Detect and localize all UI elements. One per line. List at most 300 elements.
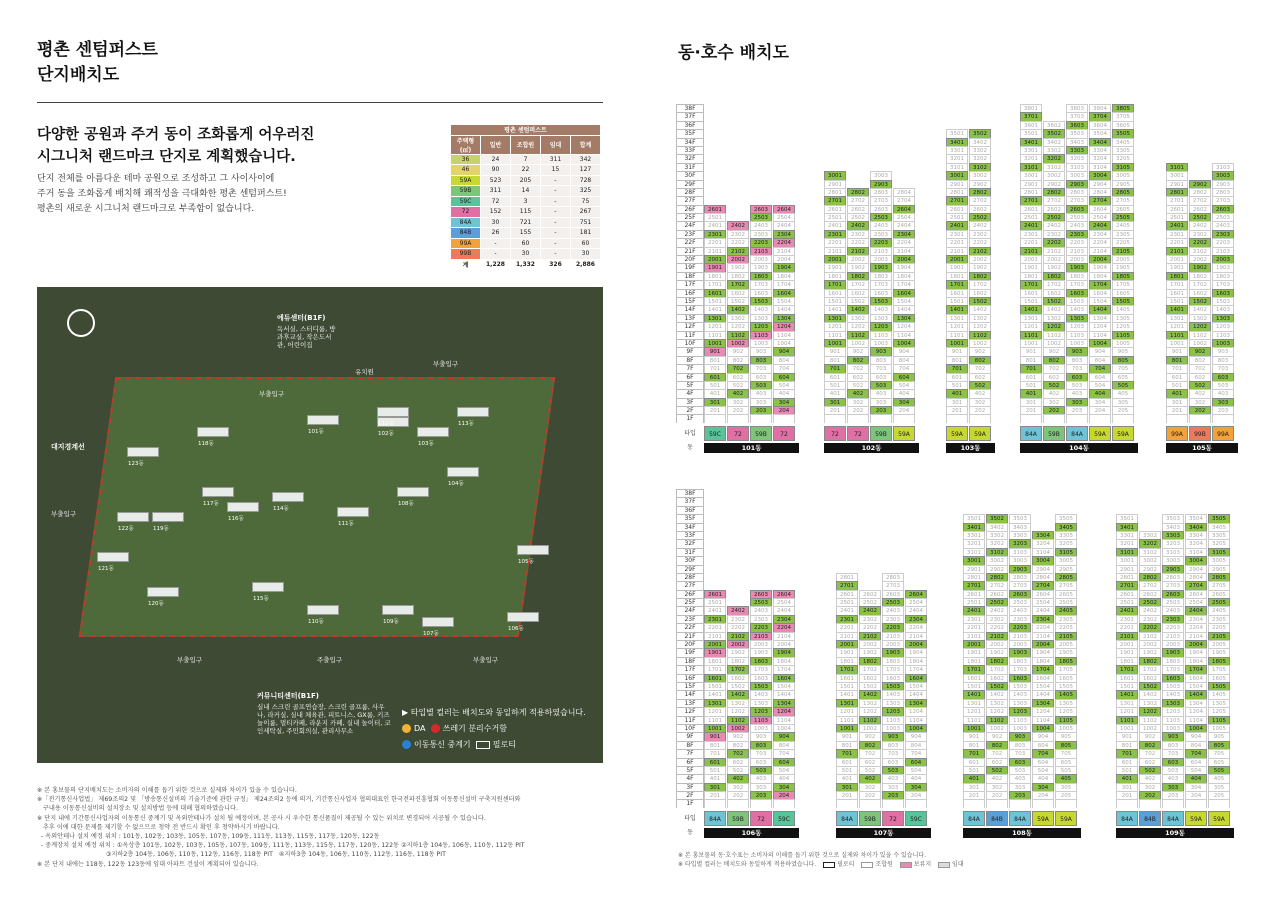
unit-cell: 3405 — [1112, 138, 1134, 146]
unit-cell: 202 — [1043, 406, 1065, 414]
legend-da: DA — [414, 724, 426, 733]
unit-cell: 405 — [1112, 389, 1134, 397]
unit-cell — [750, 414, 772, 422]
unit-cell: 702 — [969, 364, 991, 372]
unit-cell: 2303 — [1066, 230, 1088, 238]
floor-label: 29F — [676, 565, 704, 573]
unit-cell: 602 — [1043, 373, 1065, 381]
unit-cell: 2001 — [824, 255, 846, 263]
unit-cell: 1702 — [727, 665, 749, 673]
unit-cell: 2201 — [1020, 238, 1042, 246]
unit-cell — [1032, 799, 1054, 807]
floor-label: 28F — [676, 573, 704, 581]
unit-cell: 1202 — [986, 707, 1008, 715]
unit-cell: 1901 — [836, 648, 858, 656]
unit-cell: 2205 — [1112, 238, 1134, 246]
table-cell: 72 — [481, 196, 511, 207]
unit-cell: 1902 — [847, 263, 869, 271]
unit-cell: 404 — [1185, 774, 1207, 782]
unit-cell: 1802 — [1189, 272, 1211, 280]
unit-cell: 1102 — [859, 716, 881, 724]
unit-cell: 1903 — [1066, 263, 1088, 271]
unit-cell: 3805 — [1112, 104, 1134, 112]
unit-cell: 1104 — [893, 331, 915, 339]
building-label: 108동 — [398, 501, 414, 507]
unit-cell: 1301 — [1166, 314, 1188, 322]
building-name: 105동 — [1166, 443, 1238, 453]
floor-label: 30F — [676, 171, 704, 179]
floor-label: 34F — [676, 523, 704, 531]
unit-cell: 2003 — [750, 255, 772, 263]
unit-cell: 1801 — [704, 272, 726, 280]
floor-label: 14F — [676, 305, 704, 313]
unit-cell: 2602 — [1189, 205, 1211, 213]
unit-cell: 2303 — [750, 230, 772, 238]
note-line: ※ 단지 내에 기간통신사업자의 이동통신 중계기 및 옥외안테나가 설치 될 예정이며, 본 공사 시 우수한 통신품질이 제공될 수 있는 위치로 변경되어 시공될 수 있습니다. — [37, 814, 486, 822]
unit-cell: 3401 — [1020, 138, 1042, 146]
unit-cell: 2801 — [1020, 188, 1042, 196]
unit-cell: 801 — [1020, 356, 1042, 364]
unit-cell: 2402 — [727, 221, 749, 229]
unit-cell: 1502 — [1139, 682, 1161, 690]
unit-cell: 1601 — [836, 674, 858, 682]
unit-cell: 2702 — [1043, 196, 1065, 204]
unit-cell: 2804 — [1185, 573, 1207, 581]
table-header: 임대 — [541, 135, 571, 154]
legend-trash: 쓰레기 분리수거함 — [442, 724, 507, 733]
unit-cell: 2103 — [1066, 247, 1088, 255]
unit-cell: 403 — [750, 389, 772, 397]
unit-cell: 2901 — [946, 180, 968, 188]
unit-type: 36 — [451, 154, 481, 165]
unit-cell: 1202 — [859, 707, 881, 715]
unit-cell: 401 — [824, 389, 846, 397]
kindergarten-label: 유치원 — [355, 368, 374, 376]
unit-cell: 701 — [704, 364, 726, 372]
unit-cell: 2304 — [1185, 615, 1207, 623]
unit-cell: 2504 — [893, 213, 915, 221]
unit-cell: 1301 — [704, 314, 726, 322]
unit-cell: 1003 — [1009, 724, 1031, 732]
unit-cell: 1702 — [1043, 280, 1065, 288]
unit-cell: 905 — [1208, 732, 1230, 740]
building-label: 101동 — [308, 429, 324, 435]
table-cell: - — [481, 249, 511, 260]
unit-cell: 1001 — [946, 339, 968, 347]
unit-cell: 2603 — [1162, 590, 1184, 598]
unit-cell: 402 — [727, 774, 749, 782]
unit-cell: 1201 — [963, 707, 985, 715]
unit-cell: 2203 — [1066, 238, 1088, 246]
unit-cell: 1302 — [986, 699, 1008, 707]
unit-cell: 2402 — [859, 606, 881, 614]
unit-cell: 1703 — [1162, 665, 1184, 673]
unit-cell: 2701 — [946, 196, 968, 204]
unit-cell: 803 — [1212, 356, 1234, 364]
unit-cell: 2801 — [1166, 188, 1188, 196]
unit-cell: 2601 — [824, 205, 846, 213]
unit-cell: 3301 — [1020, 146, 1042, 154]
unit-cell: 2003 — [882, 640, 904, 648]
building-marker — [422, 617, 454, 637]
unit-type-cell: 99A — [1212, 426, 1234, 441]
unit-cell: 1704 — [773, 280, 795, 288]
unit-cell: 1001 — [1020, 339, 1042, 347]
unit-cell: 1802 — [727, 657, 749, 665]
unit-cell: 1604 — [905, 674, 927, 682]
unit-cell: 2802 — [1043, 188, 1065, 196]
unit-cell: 1001 — [1116, 724, 1138, 732]
unit-cell: 302 — [859, 783, 881, 791]
unit-cell: 1001 — [836, 724, 858, 732]
building-label: 104동 — [448, 481, 464, 487]
unit-cell: 901 — [836, 732, 858, 740]
legend-pilotis: 필로티 — [837, 861, 855, 868]
unit-cell: 1401 — [1166, 305, 1188, 313]
unit-cell: 705 — [1055, 749, 1077, 757]
unit-cell: 403 — [882, 774, 904, 782]
unit-cell: 301 — [704, 783, 726, 791]
unit-cell: 704 — [1185, 749, 1207, 757]
unit-cell: 203 — [750, 406, 772, 414]
floor-label: 28F — [676, 188, 704, 196]
unit-cell: 3701 — [1020, 112, 1042, 120]
legend-union: 조합원 — [875, 861, 893, 868]
unit-cell: 3003 — [1009, 556, 1031, 564]
building-label: 102동 — [378, 431, 394, 437]
unit-cell: 2403 — [870, 221, 892, 229]
building-marker — [117, 512, 149, 532]
unit-cell: 1402 — [847, 305, 869, 313]
unit-cell: 2503 — [882, 598, 904, 606]
unit-cell: 1204 — [1089, 322, 1111, 330]
building-label: 103동 — [418, 441, 434, 447]
unit-cell: 904 — [1089, 347, 1111, 355]
unit-cell: 204 — [773, 406, 795, 414]
unit-cell: 2601 — [704, 205, 726, 213]
unit-cell: 903 — [1066, 347, 1088, 355]
unit-cell: 2604 — [893, 205, 915, 213]
unit-cell: 1401 — [704, 305, 726, 313]
unit-cell: 902 — [859, 732, 881, 740]
unit-cell: 2403 — [1162, 606, 1184, 614]
unit-cell: 704 — [1032, 749, 1054, 757]
unit-cell: 2803 — [882, 573, 904, 581]
unit-cell: 3001 — [824, 171, 846, 179]
unit-cell: 1701 — [1020, 280, 1042, 288]
unit-cell: 1802 — [1043, 272, 1065, 280]
unit-cell: 2204 — [905, 623, 927, 631]
unit-cell: 803 — [1066, 356, 1088, 364]
note-line: - 옥외안테나 설치 예정 위치 : 101동, 102동, 103동, 105동, 107동, 109동, 111동, 113동, 115동, 117동, 120동, 122동 — [37, 833, 380, 841]
floor-label: 10F — [676, 724, 704, 732]
pilotis-swatch — [823, 862, 835, 868]
unit-cell: 2602 — [1139, 590, 1161, 598]
unit-cell: 3104 — [1185, 548, 1207, 556]
unit-cell: 2802 — [1189, 188, 1211, 196]
unit-cell: 2704 — [1032, 581, 1054, 589]
unit-cell: 2501 — [704, 598, 726, 606]
unit-cell: 1004 — [773, 339, 795, 347]
unit-cell: 301 — [824, 398, 846, 406]
unit-cell: 1504 — [1032, 682, 1054, 690]
unit-cell: 1705 — [1112, 280, 1134, 288]
unit-cell: 1901 — [704, 648, 726, 656]
unit-cell: 2202 — [969, 238, 991, 246]
building-marker — [397, 487, 429, 507]
unit-cell: 502 — [727, 766, 749, 774]
unit-cell: 1701 — [1116, 665, 1138, 673]
unit-cell: 1104 — [773, 331, 795, 339]
unit-cell: 803 — [882, 741, 904, 749]
unit-cell: 1603 — [1212, 289, 1234, 297]
unit-cell: 304 — [1185, 783, 1207, 791]
table-total-row — [451, 259, 601, 270]
unit-cell: 1902 — [727, 263, 749, 271]
building-label: 112동 — [378, 421, 394, 427]
unit-cell: 1402 — [859, 690, 881, 698]
unit-cell: 1201 — [1020, 322, 1042, 330]
unit-cell: 1303 — [1009, 699, 1031, 707]
unit-cell: 2302 — [727, 615, 749, 623]
unit-cell: 1202 — [1189, 322, 1211, 330]
unit-cell: 1103 — [882, 716, 904, 724]
unit-cell: 2203 — [1162, 623, 1184, 631]
unit-cell: 1303 — [882, 699, 904, 707]
building-name: 107동 — [836, 828, 931, 838]
unit-cell: 2802 — [847, 188, 869, 196]
floor-label: 19F — [676, 263, 704, 271]
unit-cell: 1201 — [946, 322, 968, 330]
unit-cell: 1503 — [1212, 297, 1234, 305]
unit-cell: 203 — [870, 406, 892, 414]
unit-cell: 1203 — [750, 707, 772, 715]
unit-cell: 2401 — [836, 606, 858, 614]
unit-cell: 201 — [1166, 406, 1188, 414]
grid-footnotes — [678, 851, 964, 869]
unit-cell: 1901 — [704, 263, 726, 271]
unit-cell: 405 — [1055, 774, 1077, 782]
unit-cell: 402 — [727, 389, 749, 397]
unit-cell: 2002 — [847, 255, 869, 263]
building-label: 122동 — [118, 526, 134, 532]
unit-cell: 2203 — [1009, 623, 1031, 631]
unit-cell: 2304 — [893, 230, 915, 238]
building-label: 105동 — [518, 559, 534, 565]
floor-label: 29F — [676, 180, 704, 188]
unit-cell: 402 — [847, 389, 869, 397]
unit-cell: 701 — [704, 749, 726, 757]
unit-type: 59A — [451, 175, 481, 186]
unit-cell: 504 — [1032, 766, 1054, 774]
floor-label: 4F — [676, 774, 704, 782]
unit-cell: 1403 — [750, 690, 772, 698]
unit-column — [704, 104, 726, 423]
unit-cell: 1902 — [727, 648, 749, 656]
headline-line: 다양한 공원과 주거 동이 조화롭게 어우러진 — [37, 127, 315, 143]
table-row — [451, 238, 601, 249]
unit-cell — [704, 799, 726, 807]
unit-cell: 1304 — [1089, 314, 1111, 322]
floor-label: 9F — [676, 732, 704, 740]
unit-cell: 2203 — [750, 623, 772, 631]
unit-cell: 802 — [1189, 356, 1211, 364]
unit-cell: 804 — [893, 356, 915, 364]
unit-cell: 2002 — [859, 640, 881, 648]
unit-type-cell: 84A — [1116, 811, 1138, 826]
unit-cell: 1001 — [963, 724, 985, 732]
unit-cell: 501 — [704, 766, 726, 774]
unit-type: 99A — [451, 238, 481, 249]
building-label: 109동 — [383, 619, 399, 625]
unit-cell: 2305 — [1112, 230, 1134, 238]
unit-cell: 503 — [750, 381, 772, 389]
unit-cell: 2401 — [704, 606, 726, 614]
floor-label: 2F — [676, 791, 704, 799]
unit-type-cell: 59A — [1032, 811, 1054, 826]
building-name: 109동 — [1116, 828, 1234, 838]
unit-cell: 2301 — [1020, 230, 1042, 238]
unit-cell — [727, 414, 749, 422]
unit-cell: 1701 — [963, 665, 985, 673]
unit-cell: 2103 — [1009, 632, 1031, 640]
unit-cell: 3004 — [1032, 556, 1054, 564]
table-caption: 평촌 센텀퍼스트 — [451, 125, 601, 136]
unit-cell: 802 — [847, 356, 869, 364]
floor-label: 17F — [676, 280, 704, 288]
floor-label: 23F — [676, 230, 704, 238]
building-marker — [507, 612, 539, 632]
unit-cell: 402 — [986, 774, 1008, 782]
gate-south-1: 부출입구 — [177, 656, 203, 664]
unit-cell: 1205 — [1055, 707, 1077, 715]
unit-cell: 1505 — [1208, 682, 1230, 690]
unit-cell: 702 — [727, 749, 749, 757]
unit-cell: 2202 — [859, 623, 881, 631]
unit-cell: 2902 — [969, 180, 991, 188]
unit-cell — [893, 414, 915, 422]
unit-cell: 2002 — [727, 640, 749, 648]
unit-cell: 2702 — [969, 196, 991, 204]
unit-cell: 703 — [1162, 749, 1184, 757]
unit-cell: 3003 — [1162, 556, 1184, 564]
unit-cell: 204 — [893, 406, 915, 414]
unit-cell: 1303 — [750, 314, 772, 322]
building-marker — [457, 407, 489, 427]
unit-type-cell: 84A — [1009, 811, 1031, 826]
unit-cell: 205 — [1208, 791, 1230, 799]
unit-cell: 1905 — [1055, 648, 1077, 656]
unit-layout-page — [638, 0, 1277, 905]
unit-cell: 1003 — [750, 724, 772, 732]
table-cell: - — [541, 186, 571, 197]
unit-cell: 2203 — [870, 238, 892, 246]
unit-cell: 2204 — [1185, 623, 1207, 631]
unit-cell: 1104 — [905, 716, 927, 724]
building-marker — [307, 605, 339, 625]
unit-cell: 603 — [1162, 758, 1184, 766]
unit-cell: 302 — [727, 783, 749, 791]
unit-cell: 2202 — [1189, 238, 1211, 246]
headline-line: 시그니처 랜드마크 단지로 계획했습니다. — [37, 149, 296, 165]
unit-cell: 1901 — [824, 263, 846, 271]
unit-cell: 3604 — [1089, 121, 1111, 129]
unit-cell: 3501 — [963, 514, 985, 522]
unit-cell: 404 — [773, 774, 795, 782]
table-cell: 325 — [571, 186, 601, 197]
unit-cell: 1602 — [1043, 289, 1065, 297]
unit-cell: 2403 — [1212, 221, 1234, 229]
unit-cell: 302 — [1043, 398, 1065, 406]
unit-cell: 3304 — [1185, 531, 1207, 539]
unit-cell: 1904 — [1089, 263, 1111, 271]
building-marker — [417, 427, 449, 447]
unit-cell: 2802 — [969, 188, 991, 196]
unit-cell: 504 — [1185, 766, 1207, 774]
unit-cell: 305 — [1112, 398, 1134, 406]
unit-cell: 1703 — [1212, 280, 1234, 288]
unit-cell: 1702 — [859, 665, 881, 673]
unit-cell: 201 — [1020, 406, 1042, 414]
unit-cell: 801 — [704, 741, 726, 749]
unit-cell: 2703 — [870, 196, 892, 204]
unit-cell — [1162, 799, 1184, 807]
note-line: ※「전기통신사업법」 제69조의2 및 「방송통신설비의 기술기준에 관한 규정」 제24조의2 등에 의거, 기간통신사업자 협의대표인 한국전파진흥협회 이동통신설비 구축지원센터와 — [37, 796, 521, 804]
unit-column — [1166, 104, 1188, 423]
unit-cell: 2204 — [773, 623, 795, 631]
unit-cell: 2604 — [905, 590, 927, 598]
unit-cell: 904 — [1032, 732, 1054, 740]
unit-cell: 1003 — [1066, 339, 1088, 347]
unit-cell: 2502 — [859, 598, 881, 606]
unit-cell: 2902 — [1139, 565, 1161, 573]
unit-cell: 201 — [836, 791, 858, 799]
unit-cell: 2405 — [1055, 606, 1077, 614]
unit-cell: 2705 — [1055, 581, 1077, 589]
table-header: 주택형(㎡) — [451, 135, 481, 154]
unit-cell: 2404 — [1185, 606, 1207, 614]
unit-cell: 2801 — [963, 573, 985, 581]
unit-cell: 2701 — [1166, 196, 1188, 204]
unit-cell: 1203 — [882, 707, 904, 715]
floor-label: 4F — [676, 389, 704, 397]
gate-ne: 부출입구 — [433, 360, 459, 368]
unit-cell: 3502 — [969, 129, 991, 137]
unit-cell: 1703 — [870, 280, 892, 288]
unit-cell: 2104 — [773, 632, 795, 640]
unit-cell: 2804 — [1032, 573, 1054, 581]
unit-cell: 1702 — [727, 280, 749, 288]
unit-cell — [1112, 414, 1134, 422]
unit-cell: 301 — [836, 783, 858, 791]
unit-cell: 404 — [1089, 389, 1111, 397]
unit-cell: 303 — [1066, 398, 1088, 406]
unit-cell: 1703 — [1066, 280, 1088, 288]
unit-cell: 601 — [836, 758, 858, 766]
unit-cell: 2103 — [750, 632, 772, 640]
unit-cell: 1802 — [859, 657, 881, 665]
unit-cell: 2901 — [1166, 180, 1188, 188]
unit-cell: 1803 — [882, 657, 904, 665]
unit-cell: 904 — [773, 347, 795, 355]
unit-cell: 2905 — [1112, 180, 1134, 188]
unit-cell: 1801 — [946, 272, 968, 280]
unit-column — [946, 104, 968, 423]
unit-cell: 503 — [1212, 381, 1234, 389]
table-cell: 155 — [511, 228, 541, 239]
unit-cell: 3501 — [946, 129, 968, 137]
unit-cell: 3405 — [1055, 523, 1077, 531]
